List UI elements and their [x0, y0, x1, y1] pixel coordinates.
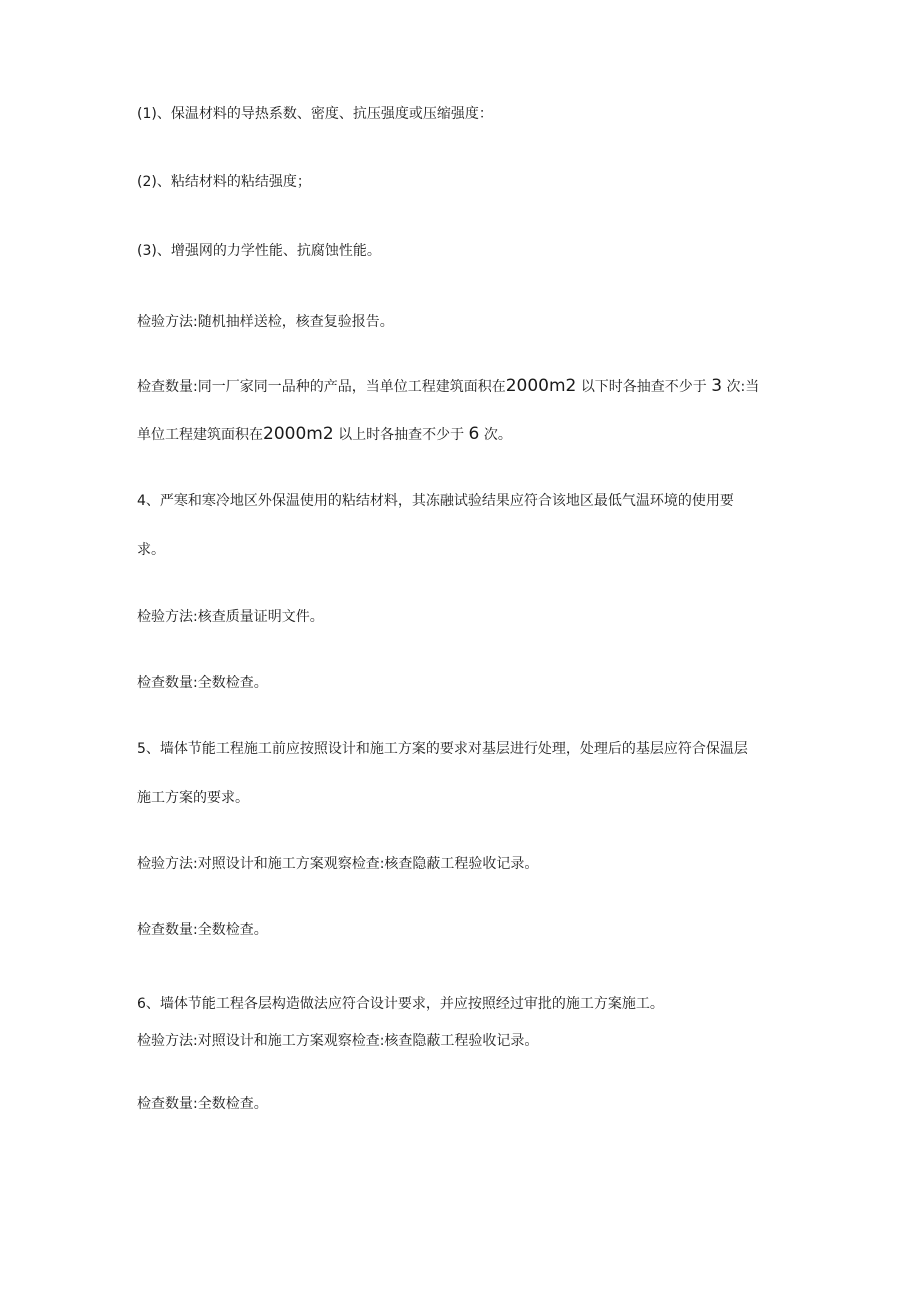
inspection-method-5: 检验方法:对照设计和施工方案观察检查:核查隐蔽工程验收记录。 [137, 856, 539, 872]
item-5-line-1: 5、墙体节能工程施工前应按照设计和施工方案的要求对基层进行处理，处理后的基层应符合保温层 [137, 741, 748, 757]
text-segment: 单位工程建筑面积在 [137, 427, 263, 443]
count-value: 3 [711, 376, 723, 396]
item-3-mesh-properties: (3)、增强网的力学性能、抗腐蚀性能。 [137, 243, 381, 259]
text-segment: 以上时各抽查不少于 [338, 427, 465, 443]
inspection-quantity-4: 检查数量:全数检查。 [137, 675, 268, 691]
area-value: 2000m2 [263, 424, 334, 444]
count-value: 6 [468, 424, 480, 444]
text-segment: 次:当 [726, 379, 760, 395]
inspection-quantity-1-line-2 [137, 424, 817, 445]
text-segment: 以下时各抽查不少于 [580, 379, 707, 395]
item-1-insulation-properties: (1)、保温材料的导热系数、密度、抗压强度或压缩强度： [137, 106, 493, 122]
inspection-quantity-6: 检查数量:全数检查。 [137, 1096, 268, 1112]
item-4-line-1: 4、严寒和寒冷地区外保温使用的粘结材料，其冻融试验结果应符合该地区最低气温环境的使用要 [137, 493, 734, 509]
inspection-method-4: 检验方法:核查质量证明文件。 [137, 609, 324, 625]
text-segment: 检查数量:同一厂家同一品种的产品，当单位工程建筑面积在 [137, 379, 506, 395]
inspection-quantity-1-line-1 [137, 376, 817, 397]
inspection-quantity-5: 检查数量:全数检查。 [137, 922, 268, 938]
item-5-line-2: 施工方案的要求。 [137, 790, 249, 806]
area-value: 2000m2 [505, 376, 577, 396]
inspection-method-1: 检验方法:随机抽样送检，核查复验报告。 [137, 314, 394, 330]
item-2-bond-strength: (2)、粘结材料的粘结强度； [137, 174, 311, 190]
inspection-method-6: 检验方法:对照设计和施工方案观察检查:核查隐蔽工程验收记录。 [137, 1033, 539, 1049]
text-segment: 次。 [483, 427, 512, 443]
item-6: 6、墙体节能工程各层构造做法应符合设计要求，并应按照经过审批的施工方案施工。 [137, 996, 664, 1012]
item-4-line-2: 求。 [137, 542, 165, 558]
